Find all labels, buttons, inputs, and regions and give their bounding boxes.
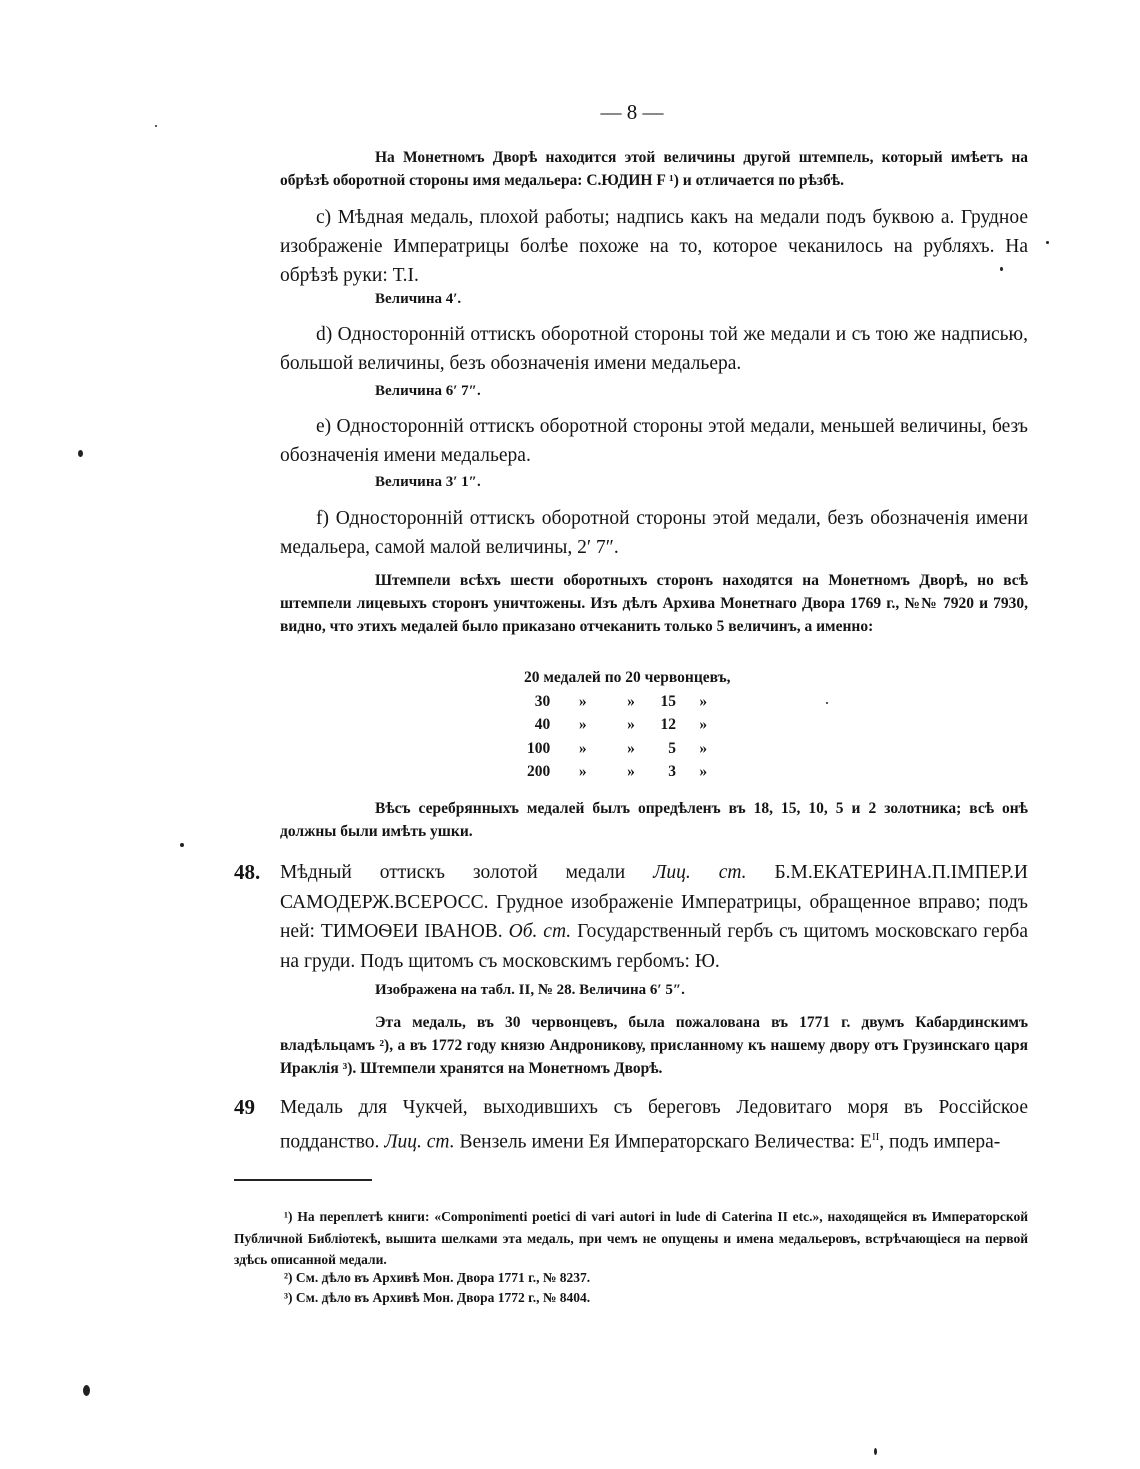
paragraph-stamps: Штемпели всѣхъ шести оборотныхъ сторонъ находятся на Монетномъ Дворѣ, но всѣ штемпели лицевыхъ сторонъ уничтожены. Изъ дѣлъ Архива Монетнаго Двора 1769 г., №№ 7920 и 7930, видно, что этихъ медалей было приказано отчеканить только 5 величинъ, а именно: (280, 572, 1028, 635)
table-cell: » (578, 692, 587, 710)
table-cell: » (627, 739, 635, 757)
item-text: Мѣдный оттискъ золотой медали (280, 862, 626, 883)
table-cell: » (699, 763, 708, 780)
table-cell: » (578, 739, 587, 757)
size-d: Величина 6′ 7″. (375, 383, 481, 399)
table-cell: 12 (660, 716, 677, 733)
item-text: Б.М.ЕКАТЕРИНА.П.ІМПЕР.И САМОДЕРЖ.ВСЕРОСС. Грудное изображеніе Императрицы, обращенное вправо; подъ ней: ТИМОѲЕИ ІВАНОВ. (280, 862, 1028, 942)
table-row (500, 760, 731, 784)
footnote-1: ¹) На переплетѣ книги: «Componimenti poetici di vari autori in lude di Caterina II etc.», находящейся въ Императорской Публичной Библіотекѣ, вышита шелками эта медаль, при чемъ не опущены и имена медальеровъ, встрѣчающіеся на первой здѣсь описанной медали. (234, 1209, 1028, 1267)
item-number: 48. (234, 860, 261, 884)
item-number: 49 (234, 1095, 255, 1119)
size-48: Изображена на табл. II, № 28. Величина 6′ 5″. (375, 982, 685, 998)
table-cell: » (578, 763, 587, 780)
footnote-divider (234, 1179, 372, 1181)
table-row (500, 690, 731, 714)
item-text: Вензель имени Ея Императорскаго Величества: Е (459, 1131, 872, 1152)
scan-speck (155, 125, 157, 127)
table-cell: 100 (527, 739, 551, 757)
table-cell: » (627, 716, 635, 733)
table-cell: 200 (527, 763, 551, 780)
item-text: Государственный гербъ съ щитомъ московскаго герба на груди. Подъ щитомъ съ московскимъ гербомъ: Ю. (280, 921, 1029, 972)
paragraph-weight: Вѣсъ серебрянныхъ медалей былъ опредѣленъ въ 18, 15, 10, 5 и 2 золотника; всѣ онѣ должны были имѣть ушки. (280, 800, 1028, 840)
scan-speck (874, 1448, 877, 1455)
scan-speck (78, 450, 83, 457)
footnote-2: ²) См. дѣло въ Архивѣ Мон. Двора 1771 г., № 8237. (284, 1270, 591, 1285)
item-text: Медаль для Чукчей, выходившихъ съ береговъ Ледовитаго моря въ Россійское подданство. (280, 1097, 1028, 1152)
superscript: II (871, 1130, 880, 1143)
paragraph-c: c) Мѣдная медаль, плохой работы; надпись какъ на медали подъ буквою a. Грудное изображеніе Императрицы болѣе похоже на то, которое чеканилось на рубляхъ. На обрѣзѣ руки: Т.І. (280, 207, 1028, 286)
paragraph-f: f) Односторонній оттискъ оборотной стороны этой медали, безъ обозначенія имени медальера, самой малой величины, 2′ 7″. (280, 508, 1028, 558)
table-cell: 20 медалей по 20 червонцевъ, (524, 669, 731, 686)
table-cell: » (699, 739, 708, 757)
table-row (500, 737, 731, 761)
table-cell: 3 (668, 763, 677, 780)
item-49 (234, 1093, 1028, 1157)
paragraph-e: e) Односторонній оттискъ оборотной стороны этой медали, меньшей величины, безъ обозначенія имени медальера. (280, 416, 1028, 466)
table-cell: » (699, 692, 708, 710)
footnote-3: ³) См. дѣло въ Архивѣ Мон. Двора 1772 г., № 8404. (284, 1290, 591, 1305)
item-text: , подъ импера- (879, 1131, 1001, 1152)
table-cell: 30 (534, 692, 551, 710)
size-e: Величина 3′ 1″. (375, 474, 481, 490)
table-cell: 40 (534, 716, 551, 733)
paragraph-shtempel: На Монетномъ Дворѣ находится этой величины другой штемпель, который имѣетъ на обрѣзѣ оборотной стороны имя медальера: С.ЮДИН F ¹) и отличается по рѣзбѣ. (280, 149, 1028, 189)
table-cell: » (578, 716, 587, 733)
scan-speck (826, 702, 828, 704)
scan-speck (1000, 267, 1003, 271)
reverse-label: Об. ст. (508, 921, 572, 942)
table-cell: 15 (660, 692, 677, 710)
scan-speck (83, 1385, 90, 1396)
scan-speck (1046, 241, 1049, 244)
page-number: — 8 — (600, 100, 664, 124)
paragraph-d: d) Односторонній оттискъ оборотной стороны той же медали и съ тою же надписью, большой величины, безъ обозначенія имени медальера. (280, 324, 1028, 374)
obverse-label: Лиц. ст. (653, 862, 747, 883)
scan-speck (180, 843, 184, 847)
table-cell: » (699, 716, 708, 733)
distribution-table (500, 666, 731, 784)
table-row (500, 713, 731, 737)
table-cell: 5 (668, 739, 677, 757)
size-c: Величина 4′. (375, 291, 462, 307)
obverse-label: Лиц. ст. (384, 1131, 455, 1152)
table-row (500, 666, 731, 690)
table-cell: » (627, 763, 635, 780)
paragraph-48-note: Эта медаль, въ 30 червонцевъ, была пожалована въ 1771 г. двумъ Кабардинскимъ владѣльцамъ ²), а въ 1772 году князю Андроникову, присланному къ нашему двору отъ Грузинскаго царя Ираклія ³). Штемпели хранятся на Монетномъ Дворѣ. (280, 1014, 1028, 1077)
table-cell: » (627, 692, 635, 710)
item-48 (234, 858, 1028, 976)
